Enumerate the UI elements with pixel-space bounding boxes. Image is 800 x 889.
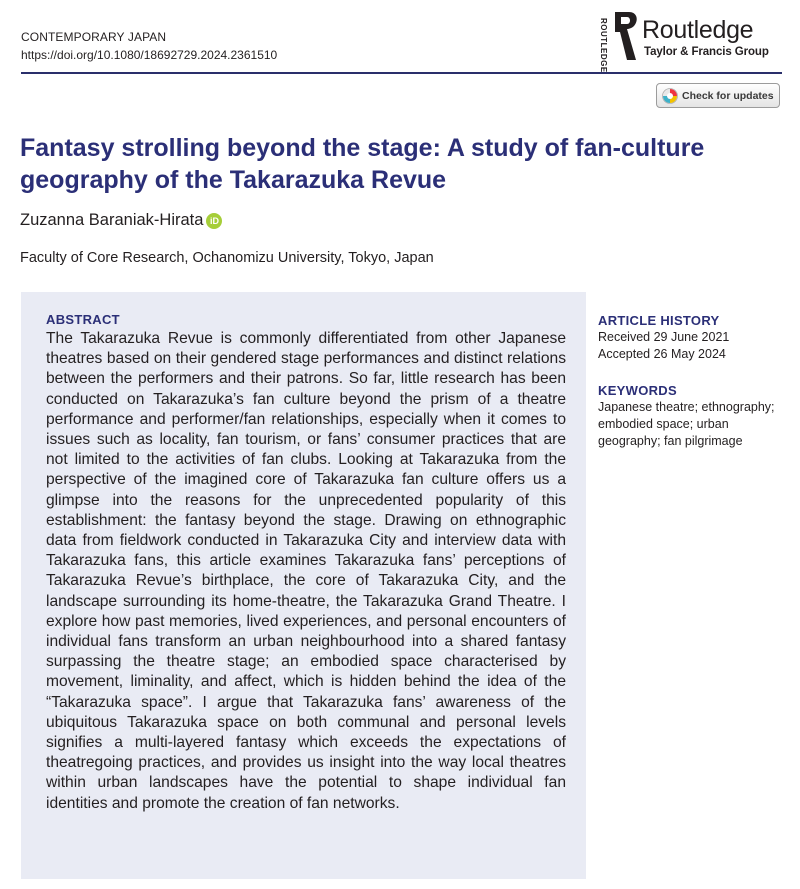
keywords	[598, 383, 778, 450]
doi-link[interactable]: https://doi.org/10.1080/18692729.2024.2361510	[21, 48, 278, 62]
author-line	[20, 211, 222, 230]
abstract-heading: ABSTRACT	[46, 312, 120, 327]
author-affiliation: Faculty of Core Research, Ochanomizu University, Tokyo, Japan	[20, 250, 434, 266]
publisher-logo	[598, 10, 783, 73]
check-for-updates-label: Check for updates	[682, 89, 774, 102]
crossmark-icon	[662, 88, 678, 104]
keywords-heading: KEYWORDS	[598, 383, 677, 398]
orcid-icon[interactable]: iD	[206, 213, 222, 229]
publisher-group: Taylor & Francis Group	[644, 46, 769, 58]
accepted-date: Accepted 26 May 2024	[598, 347, 726, 361]
author-name: Zuzanna Baraniak-Hirata	[20, 211, 204, 229]
journal-name: CONTEMPORARY JAPAN	[21, 30, 167, 44]
check-for-updates-button[interactable]	[656, 83, 780, 108]
article-history-heading: ARTICLE HISTORY	[598, 313, 720, 328]
keywords-list: Japanese theatre; ethnography; embodied space; urban geography; fan pilgrimage	[598, 400, 775, 448]
header-rule	[21, 72, 782, 74]
article-title: Fantasy strolling beyond the stage: A study of fan-culture geography of the Takarazuka Revue	[20, 134, 705, 194]
routledge-logo-icon	[612, 10, 640, 62]
publisher-vertical-text: ROUTLEDGE	[599, 18, 608, 73]
abstract-text: The Takarazuka Revue is commonly differentiated from other Japanese theatres based on their gendered stage performances and distinct relations between the performers and their patrons. So far, little research has been conducted on Takarazuka’s fan culture beyond the prism of a theatre performance and performer/fan relationships, especially when it comes to issues such as locality, fan tourism, or fans’ consumer practices that are not limited to the activities of fan clubs. Looking at Takarazuka from the perspective of the imagined core of Takarazuka fan culture offers us a glimpse into the reasons for the unprecedented popularity of this establishment: the fantasy beyond the stage. Drawing on ethnographic data from fieldwork conducted in Takarazuka City and interview data with Takarazuka fans, this article examines Takarazuka fans’ perceptions of Takarazuka Revue’s birthplace, the core of Takarazuka City, and the landscape surrounding its home-theatre, the Takarazuka Grand Theatre. I explore how past memories, lived experiences, and personal encounters of individual fans transform an urban neighbourhood into a shared fantasy surpassing the theatre stage; an embodied space characterised by movement, liminality, and affect, which is hidden behind the idea of the “Takarazuka space”. I argue that Takarazuka fans’ awareness of the ubiquitous Takarazuka space on both communal and personal levels signifies a multi-layered fantasy which exceeds the expectations of theatregoing practices, and provides us insight into the way local theatres within urban landscapes have the potential to shape individual fan identities and promote the creation of fan networks.	[46, 330, 566, 812]
received-date: Received 29 June 2021	[598, 330, 730, 344]
article-history	[598, 313, 783, 363]
publisher-name: Routledge	[642, 16, 754, 44]
abstract-box	[21, 292, 586, 879]
